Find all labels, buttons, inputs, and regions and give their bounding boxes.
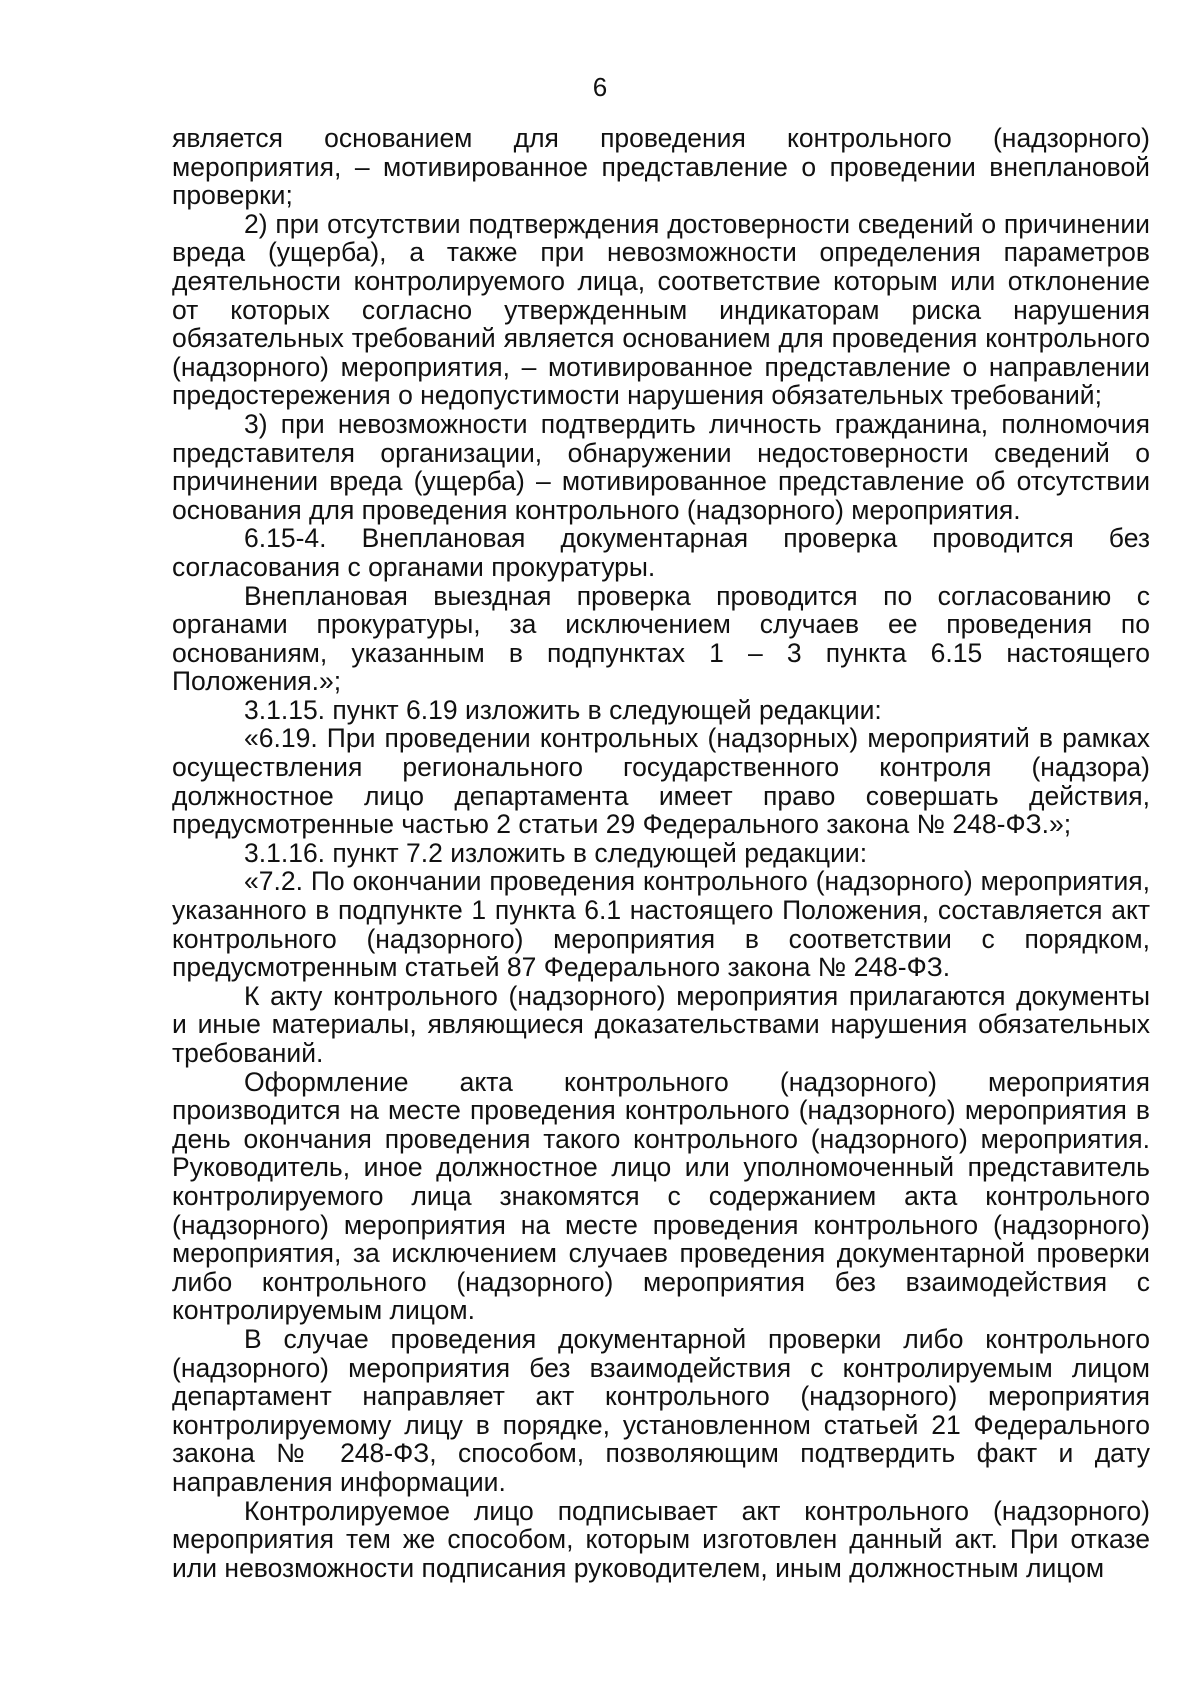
paragraph-3-1-16: 3.1.16. пункт 7.2 изложить в следующей редакции: <box>244 837 868 868</box>
paragraph-act-delivery: В случае проведения документарной проверки либо контрольного (надзорного) мероприятия без взаимодействия с контролируемым лицом департамент направляет акт контрольного (надзорного) мероприятия контролируемому лицу в порядке, установленном статьей 21 Федерального закона № 248-ФЗ, способом, позволяющим подтвердить факт и дату направления информации. <box>172 1323 1150 1497</box>
document-body <box>172 124 1150 1582</box>
paragraph-act-execution: Оформление акта контрольного (надзорного) мероприятия производится на месте проведения контрольного (надзорного) мероприятия в день окончания проведения такого контрольного (надзорного) мероприятия. Руководитель, иное должностное лицо или уполномоченный представитель контролируемого лица знакомятся с содержанием акта контрольного (надзорного) мероприятия на месте проведения контрольного (надзорного) мероприятия, за исключением случаев проведения документарной проверки либо контрольного (надзорного) мероприятия без взаимодействия с контролируемым лицом. <box>172 1066 1150 1326</box>
paragraph-unscheduled-onsite-inspection: Внеплановая выездная проверка проводится по согласованию с органами прокуратуры, за исключением случаев ее проведения по основаниям, указанным в подпунктах 1 – 3 пункта 6.15 настоящего Положения.»; <box>172 580 1150 697</box>
paragraph-item-3: 3) при невозможности подтвердить личность гражданина, полномочия представителя организации, обнаружении недостоверности сведений о причинении вреда (ущерба) – мотивированное представление об отсутствии основания для проведения контрольного (надзорного) мероприятия. <box>172 408 1150 525</box>
page-number: 6 <box>592 72 608 102</box>
paragraph-continuation: является основанием для проведения контрольного (надзорного) мероприятия, – мотивированное представление о проведении внеплановой проверки; <box>172 123 1150 211</box>
paragraph-6-19: «6.19. При проведении контрольных (надзорных) мероприятий в рамках осуществления регионального государственного контроля (надзора) должностное лицо департамента имеет право совершать действия, предусмотренные частью 2 статьи 29 Федерального закона № 248-ФЗ.»; <box>172 723 1150 840</box>
paragraph-act-attachments: К акту контрольного (надзорного) мероприятия прилагаются документы и иные материалы, являющиеся доказательствами нарушения обязательных требований. <box>172 980 1150 1068</box>
paragraph-7-2: «7.2. По окончании проведения контрольного (надзорного) мероприятия, указанного в подпункте 1 пункта 6.1 настоящего Положения, составляется акт контрольного (надзорного) мероприятия в соответствии с порядком, предусмотренным статьей 87 Федерального закона № 248-ФЗ. <box>172 866 1150 983</box>
paragraph-item-2: 2) при отсутствии подтверждения достоверности сведений о причинении вреда (ущерба), а также при невозможности определения параметров деятельности контролируемого лица, соответствие которым или отклонение от которых согласно утвержденным индикаторам риска нарушения обязательных требований является основанием для проведения контрольного (надзорного) мероприятия, – мотивированное представление о направлении предостережения о недопустимости нарушения обязательных требований; <box>172 208 1150 411</box>
paragraph-3-1-15: 3.1.15. пункт 6.19 изложить в следующей редакции: <box>244 694 882 725</box>
paragraph-act-signing: Контролируемое лицо подписывает акт контрольного (надзорного) мероприятия тем же способом, которым изготовлен данный акт. При отказе или невозможности подписания руководителем, иным должностным лицом <box>172 1495 1150 1583</box>
paragraph-6-15-4: 6.15-4. Внеплановая документарная проверка проводится без согласования с органами прокуратуры. <box>172 523 1150 582</box>
